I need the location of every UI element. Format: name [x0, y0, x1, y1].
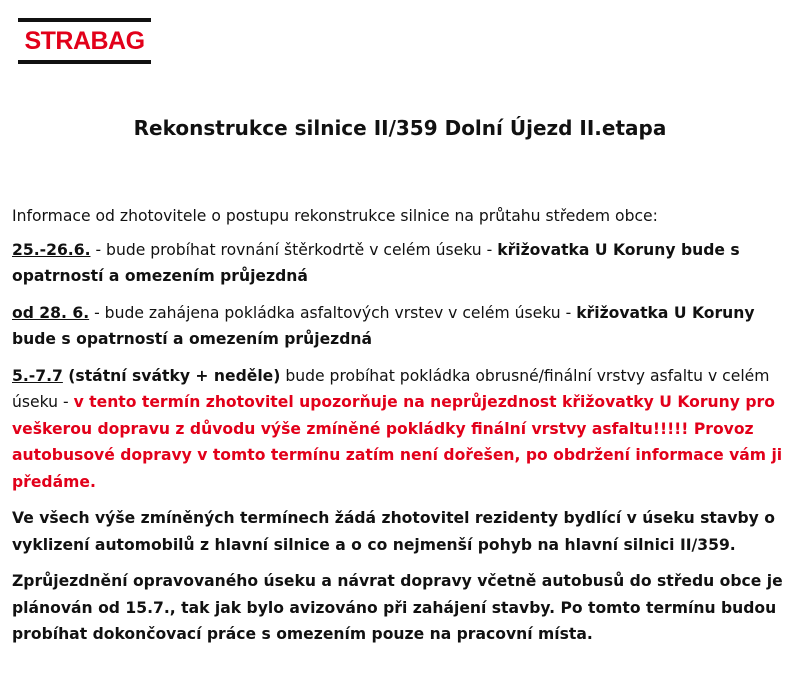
schedule-date-note: (státní svátky + neděle)	[62, 366, 281, 385]
closure-warning: v tento termín zhotovitel upozorňuje na neprůjezdnost křižovatky U Koruny pro veškerou dopravu z důvodu výše zmíněné pokládky finální vrstvy asfaltu!!!!! Provoz autobusové dopravy v tomto termínu zatím není dořešen, po obdržení informace vám ji předáme.	[12, 393, 783, 491]
resident-request: Ve všech výše zmíněných termínech žádá zhotovitel rezidenty bydlící v úseku stavby o vyklizení automobilů z hlavní silnice a o co nejmenší pohyb na hlavní silnici II/359.	[12, 509, 775, 554]
schedule-item-3	[12, 363, 792, 496]
closing-note: Zprůjezdnění opravovaného úseku a návrat dopravy včetně autobusů do středu obce je plánován od 15.7., tak jak bylo avizováno při zahájení stavby. Po tomto termínu budou probíhat dokončovací práce s omezením pouze na pracovní místa.	[12, 572, 783, 643]
schedule-item-1	[12, 237, 792, 290]
schedule-bold-note: křižovatka U Koruny bude s opatrností a omezením průjezdná	[12, 240, 740, 285]
schedule-date: 25.-26.6.	[12, 240, 91, 259]
schedule-date: 5.-7.7	[12, 366, 63, 385]
notice-body	[12, 203, 792, 658]
schedule-bold-note: křižovatka U Koruny bude s opatrností a omezením průjezdná	[12, 303, 755, 348]
logo-wordmark: STRABAG	[24, 27, 145, 55]
page-title: Rekonstrukce silnice II/359 Dolní Újezd II.etapa	[133, 116, 667, 140]
intro-text: Informace od zhotovitele o postupu rekonstrukce silnice na průtahu středem obce:	[12, 207, 658, 225]
schedule-text: - bude zahájena pokládka asfaltových vrstev v celém úseku -	[89, 303, 577, 322]
schedule-date: od 28. 6.	[12, 303, 90, 322]
schedule-text: bude probíhat pokládka obrusné/finální vrstvy asfaltu v celém úseku -	[12, 366, 770, 411]
logo-top-bar	[18, 18, 151, 22]
strabag-logo	[18, 18, 151, 66]
schedule-item-2	[12, 300, 792, 353]
schedule-text: - bude probíhat rovnání štěrkodrtě v celém úseku -	[90, 240, 498, 259]
logo-bottom-bar	[18, 60, 151, 64]
